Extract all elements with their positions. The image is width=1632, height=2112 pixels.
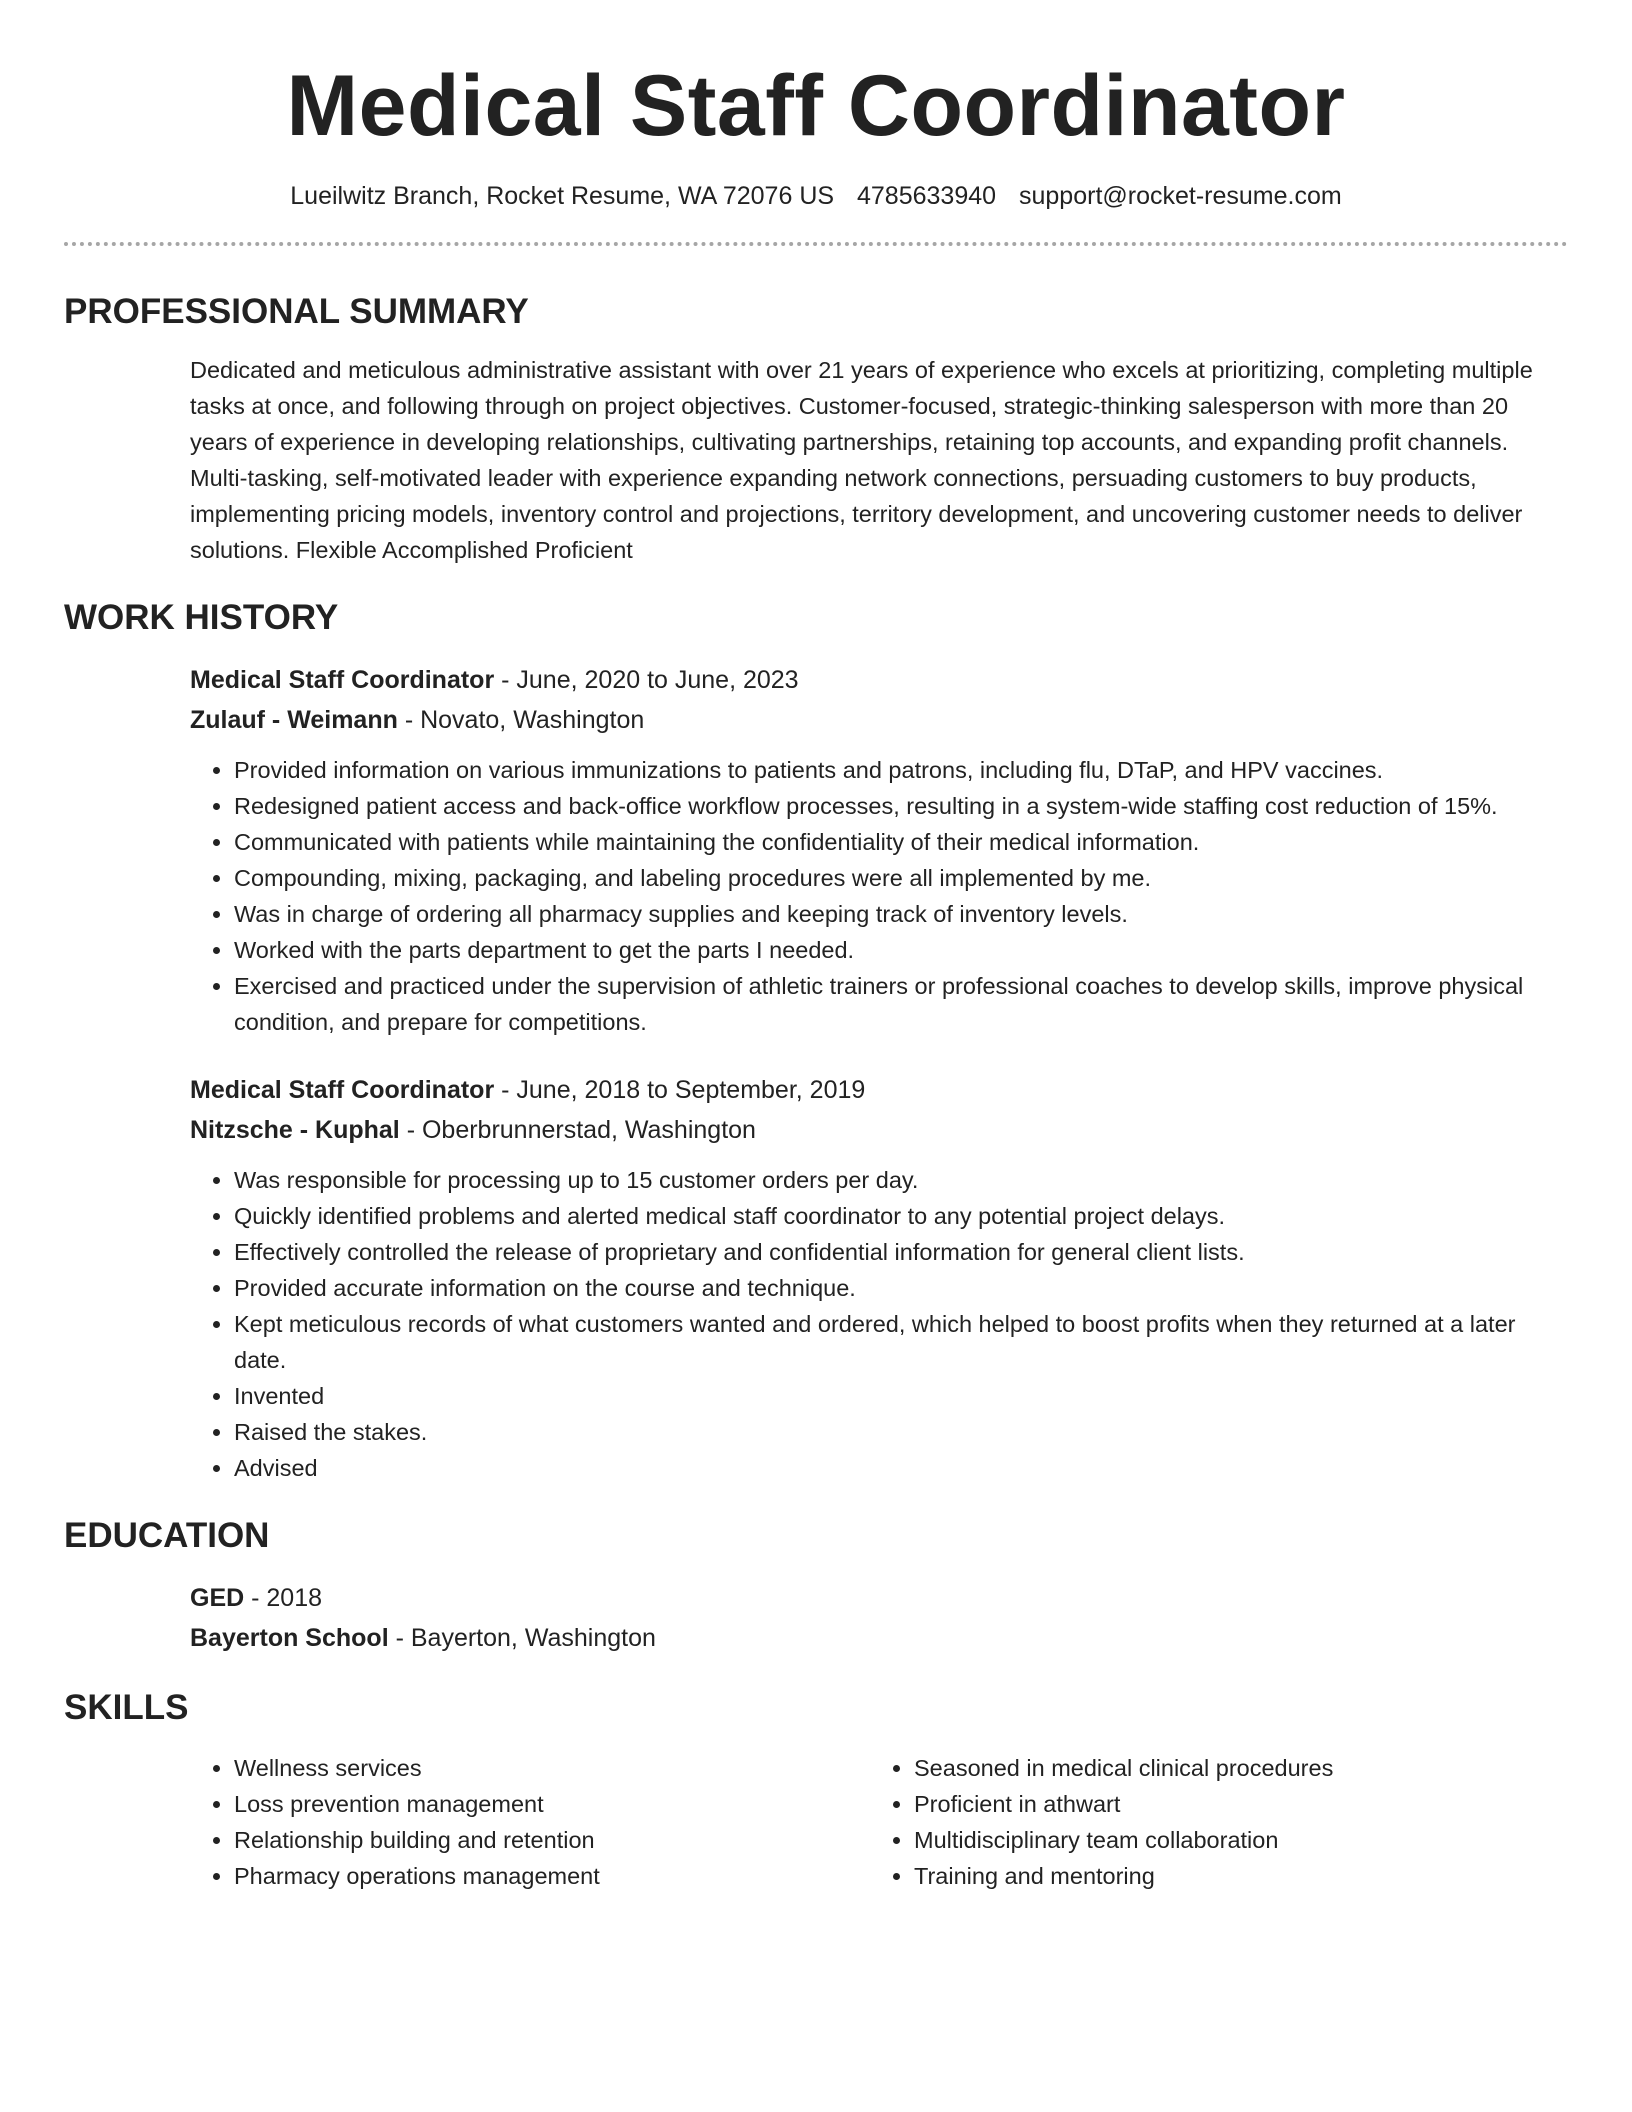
skill-item: • Wellness services [234, 1750, 870, 1786]
job-company-line [190, 1110, 1568, 1150]
summary-heading: PROFESSIONAL SUMMARY [64, 292, 529, 331]
summary-body [190, 352, 1568, 568]
job-role: Medical Staff Coordinator [190, 666, 495, 694]
skills-column-left [190, 1750, 870, 1894]
skill-item: • Relationship building and retention [234, 1822, 870, 1858]
job-company-line [190, 700, 1568, 740]
job-company: Zulauf - Weimann [190, 706, 398, 734]
skills-body [190, 1750, 1568, 1894]
job-location: - Novato, Washington [397, 706, 645, 734]
job-duty: • Was responsible for processing up to 15 customer orders per day. [234, 1162, 1568, 1198]
work-heading: WORK HISTORY [64, 598, 339, 637]
job-dates: - June, 2020 to June, 2023 [494, 666, 799, 694]
summary-text: Dedicated and meticulous administrative assistant with over 21 years of experience who excels at prioritizing, completing multiple tasks at once, and following through on project objectives. Customer-focused, strategic-thinking salesperson with more than 20 years of experience in developing relationships, cultivating partnerships, retaining top accounts, and expanding profit channels. Multi-tasking, self-motivated leader with experience expanding network connections, persuading customers to buy products, implementing pricing models, inventory control and projections, territory development, and uncovering customer needs to deliver solutions. Flexible Accomplished Proficient [190, 357, 1533, 563]
job-title-line [190, 660, 1568, 700]
job-duty: • Provided accurate information on the course and technique. [234, 1270, 1568, 1306]
job-duty: • Provided information on various immunizations to patients and patrons, including flu, DTaP, and HPV vaccines. [234, 752, 1568, 788]
contact-address: Lueilwitz Branch, Rocket Resume, WA 72076 US [290, 182, 835, 210]
education-section [64, 1516, 1568, 1658]
education-degree: GED [190, 1584, 245, 1612]
skill-item: • Proficient in athwart [914, 1786, 1550, 1822]
job-duty: • Exercised and practiced under the supervision of athletic trainers or professional coaches to develop skills, improve physical condition, and prepare for competitions. [234, 968, 1568, 1040]
skills-list [870, 1750, 1550, 1894]
work-section [64, 598, 1568, 1486]
job-duty: • Invented [234, 1378, 1568, 1414]
skill-item: • Training and mentoring [914, 1858, 1550, 1894]
contact-phone: 4785633940 [857, 182, 997, 210]
job-role: Medical Staff Coordinator [190, 1076, 495, 1104]
skills-column-right [870, 1750, 1550, 1894]
education-year: - 2018 [244, 1584, 323, 1612]
job-dates: - June, 2018 to September, 2019 [494, 1076, 866, 1104]
job-duty: • Kept meticulous records of what customers wanted and ordered, which helped to boost profits when they returned at a later date. [234, 1306, 1568, 1378]
contact-line [64, 180, 1568, 212]
job-location: - Oberbrunnerstad, Washington [399, 1116, 756, 1144]
job-entry [190, 1070, 1568, 1486]
skills-heading: SKILLS [64, 1688, 189, 1727]
education-school-line [190, 1618, 1568, 1658]
job-duty: • Worked with the parts department to get the parts I needed. [234, 932, 1568, 968]
job-title-line [190, 1070, 1568, 1110]
job-duty: • Effectively controlled the release of proprietary and confidential information for general client lists. [234, 1234, 1568, 1270]
job-duty: • Advised [234, 1450, 1568, 1486]
skill-item: • Multidisciplinary team collaboration [914, 1822, 1550, 1858]
education-body [190, 1578, 1568, 1658]
job-duties-list [190, 752, 1568, 1040]
resume-name: Medical Staff Coordinator [286, 58, 1346, 154]
job-duty: • Communicated with patients while maintaining the confidentiality of their medical information. [234, 824, 1568, 860]
job-duties-list [190, 1162, 1568, 1486]
job-duty: • Quickly identified problems and alerted medical staff coordinator to any potential project delays. [234, 1198, 1568, 1234]
header-divider [64, 242, 1568, 246]
skills-section [64, 1688, 1568, 1894]
summary-section [64, 292, 1568, 568]
skill-item: • Loss prevention management [234, 1786, 870, 1822]
job-duty: • Compounding, mixing, packaging, and labeling procedures were all implemented by me. [234, 860, 1568, 896]
skill-item: • Seasoned in medical clinical procedures [914, 1750, 1550, 1786]
education-heading: EDUCATION [64, 1516, 270, 1555]
skill-item: • Pharmacy operations management [234, 1858, 870, 1894]
job-duty: • Was in charge of ordering all pharmacy supplies and keeping track of inventory levels. [234, 896, 1568, 932]
job-duty: • Redesigned patient access and back-office workflow processes, resulting in a system-wide staffing cost reduction of 15%. [234, 788, 1568, 824]
job-company: Nitzsche - Kuphal [190, 1116, 400, 1144]
education-location: - Bayerton, Washington [388, 1624, 656, 1652]
skills-list [190, 1750, 870, 1894]
education-degree-line [190, 1578, 1568, 1618]
education-school: Bayerton School [190, 1624, 389, 1652]
job-entry [190, 660, 1568, 1040]
job-duty: • Raised the stakes. [234, 1414, 1568, 1450]
work-body [190, 660, 1568, 1486]
contact-email: support@rocket-resume.com [1019, 182, 1342, 210]
